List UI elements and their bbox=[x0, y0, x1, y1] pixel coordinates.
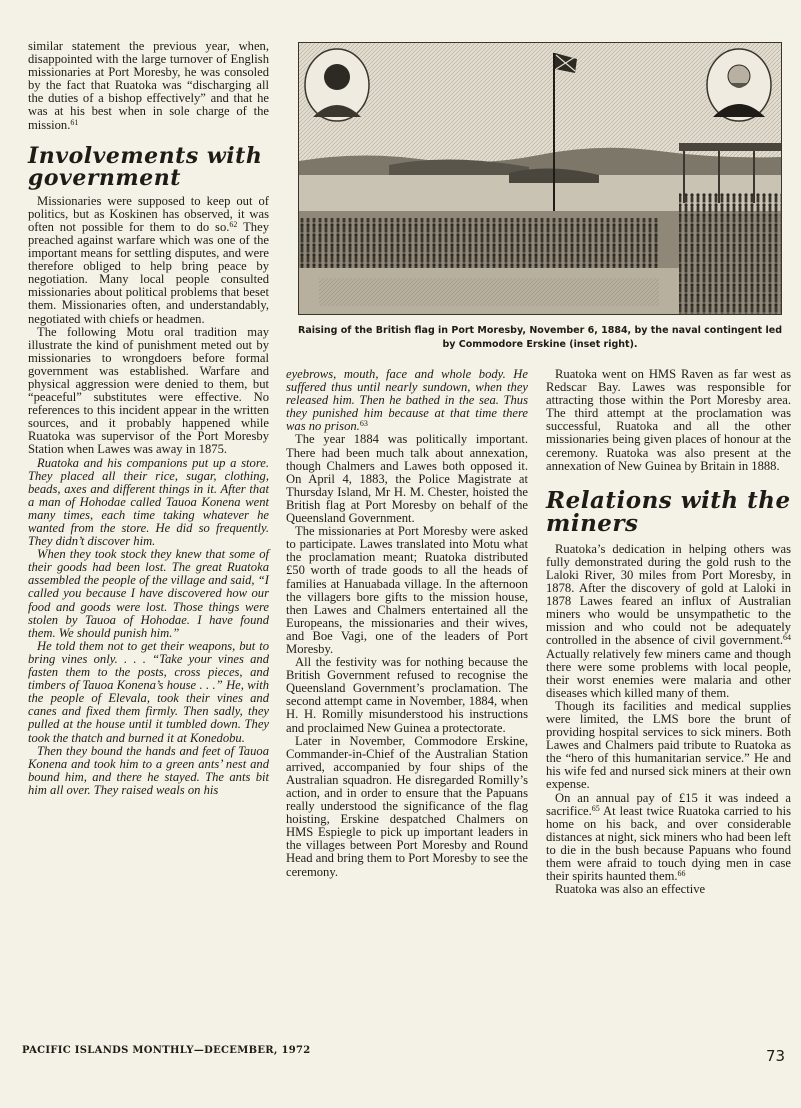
quoted-tradition: When they took stock they knew that some of their goods had been lost. The great Ruatoka assembled the people of the village and said, “I called you because I have discovered how our food and goods were lost. Those things were stolen by Tauoa of Hohodae. I have found them. We should punish him.” bbox=[28, 547, 269, 640]
paragraph bbox=[28, 40, 269, 132]
paragraph bbox=[546, 543, 791, 700]
footnote-ref: 65 bbox=[591, 803, 600, 813]
paragraph bbox=[28, 195, 269, 326]
paragraph bbox=[546, 792, 791, 884]
paragraph: The year 1884 was politically important. There had been much talk about annexation, though Chalmers and Lawes both opposed it. On April 4, 1883, the Police Magistrate at Thursday Island, Mr H. M. Chester, hoisted the British flag at Port Moresby on behalf of the Queensland Government. bbox=[286, 432, 528, 526]
footnote-ref: 61 bbox=[70, 117, 79, 127]
paragraph: Ruatoka was also an effective bbox=[555, 882, 706, 897]
quoted-tradition: He told them not to get their weapons, but to bring vines only. . . . “Take your vines and fasten them to the posts, cross pieces, and timbers of Tauoa Konena’s house . . .” He, with the people of Elevala, took their vines and canes and fixed them firmly. Then sadly, they pulled at the house until it tumbled down. They took the thatch and burned it at Konedobu. bbox=[28, 638, 269, 745]
text: They preached against warfare which was one of the important means for settling disputes, and were therefore obliged to help bring peace by negotiation. Many local people consulted missionaries about political problems that beset them. Missionaries often, and understandably, negotiated with chiefs or headmen. bbox=[28, 219, 269, 326]
flag-raising-engraving bbox=[298, 42, 782, 315]
footnote-ref: 62 bbox=[229, 219, 238, 229]
text: Actually relatively few miners came and though there were some problems with local people, their worst enemies were malaria and other diseases which killed many of them. bbox=[546, 646, 791, 700]
paragraph: The following Motu oral tradition may illustrate the kind of punishment meted out by missionaries to wrongdoers before formal government was established. Warfare and physical aggression were denied to them, but “peaceful” substitutes were effective. No references to this incident appear in the written sources, and it probably happened while Ruatoka was supervisor of the Port Moresby Station when Lawes was away in 1875. bbox=[28, 324, 269, 457]
text: eyebrows, mouth, face and whole body. He suffered thus until nearly sundown, when they released him. Then he bathed in the sea. Thus they punished him because at that time there was no prison. bbox=[286, 367, 528, 434]
column-3 bbox=[546, 368, 791, 896]
figure-caption: Raising of the British flag in Port Moresby, November 6, 1884, by the naval contingent led by Commodore Erskine (inset right). bbox=[298, 325, 782, 350]
footnote-ref: 63 bbox=[359, 419, 368, 429]
column-2 bbox=[286, 368, 528, 879]
paragraph: Later in November, Commodore Erskine, Commander-in-Chief of the Australian Station arrived, accompanied by four ships of the Australian squadron. He disregarded Romilly’s action, and in order to ensure that the Papuans really understood the significance of the flag hoisting, Erskine despatched Chalmers on HMS Espiegle to pick up important leaders in the villages between Port Moresby and Round Head and bring them to Port Moresby to see the ceremony. bbox=[286, 733, 528, 879]
text: At least twice Ruatoka carried to his home on his back, and over considerable distances at night, sick miners who had been left to die in the bush because Papuans who found them were afraid to touch dying men in case their spirits haunted them. bbox=[546, 803, 791, 884]
quoted-tradition bbox=[286, 368, 528, 433]
section-heading: Relations with the miners bbox=[546, 486, 791, 537]
page-number: 73 bbox=[766, 1047, 786, 1065]
paragraph: The missionaries at Port Moresby were asked to participate. Lawes translated into Motu what the proclamation meant; Ruatoka distributed £50 worth of trade goods to all the heads of families at Hanuabada village. In the afternoon the villagers bore gifts to the mission house, then Lawes and Chalmers entertained all the Europeans, the missionaries and their wives, and Boe Vagi, one of the leaders of Port Moresby. bbox=[286, 524, 528, 656]
footnote-ref: 64 bbox=[783, 633, 791, 643]
text: Missionaries were supposed to keep out of politics, but as Koskinen has observed, it was often not possible for them to do so. bbox=[28, 193, 269, 234]
section-heading: Involvements with government bbox=[28, 142, 263, 191]
quoted-tradition: Ruatoka and his companions put up a store. They placed all their rice, sugar, clothing, beads, axes and different things in it. After that a man of Hohodae called Tauoa Konena went many times, each time taking whatever he wanted from the store. He did so frequently. They didn’t discover him. bbox=[28, 455, 269, 549]
quoted-tradition: Then they bound the hands and feet of Tauoa Konena and took him to a green ants’ nest and bound him, and there he stayed. The ants bit him all over. They raised weals on his bbox=[28, 743, 269, 797]
column-1 bbox=[28, 40, 269, 797]
text: Ruatoka’s dedication in helping others was fully demonstrated during the gold rush to the Laloki River, 30 miles from Port Moresby, in 1878. After the discovery of gold at Laloki in 1878 Lawes feared an influx of Australian miners who would be unsympathetic to the mission and who could not be adequately controlled in the absence of civil government. bbox=[546, 541, 791, 648]
paragraph: All the festivity was for nothing because the British Government refused to recognise the Queensland Government’s proclamation. The second attempt came in November, 1884, when H. H. Romilly misunderstood his instructions and proclaimed New Guinea a protectorate. bbox=[286, 655, 528, 735]
text: similar statement the previous year, when, disappointed with the large turnover of English missionaries at Port Moresby, he was consoled by the fact that Ruatoka was “discharging all the duties of a bishop effectively” and that he was at his best when in sole charge of the mission. bbox=[28, 39, 269, 132]
footnote-ref: 66 bbox=[677, 869, 686, 879]
running-footer: PACIFIC ISLANDS MONTHLY—DECEMBER, 1972 bbox=[22, 1045, 311, 1056]
text: On an annual pay of £15 it was indeed a sacrifice. bbox=[546, 790, 791, 818]
engraving-illustration-icon bbox=[299, 43, 782, 315]
paragraph: Though its facilities and medical supplies were limited, the LMS bore the brunt of providing hospital services to sick miners. Both Lawes and Chalmers paid tribute to Ruatoka as the “hero of this humanitarian service.” He and his wife fed and nursed sick miners at their own expense. bbox=[546, 698, 791, 792]
paragraph: Ruatoka went on HMS Raven as far west as Redscar Bay. Lawes was responsible for attracting those within the Port Moresby area. The third attempt at the proclamation was successful, Ruatoka and all the other missionaries being given places of honour at the ceremony. Ruatoka was also present at the annexation of New Guinea by Britain in 1888. bbox=[546, 367, 791, 473]
